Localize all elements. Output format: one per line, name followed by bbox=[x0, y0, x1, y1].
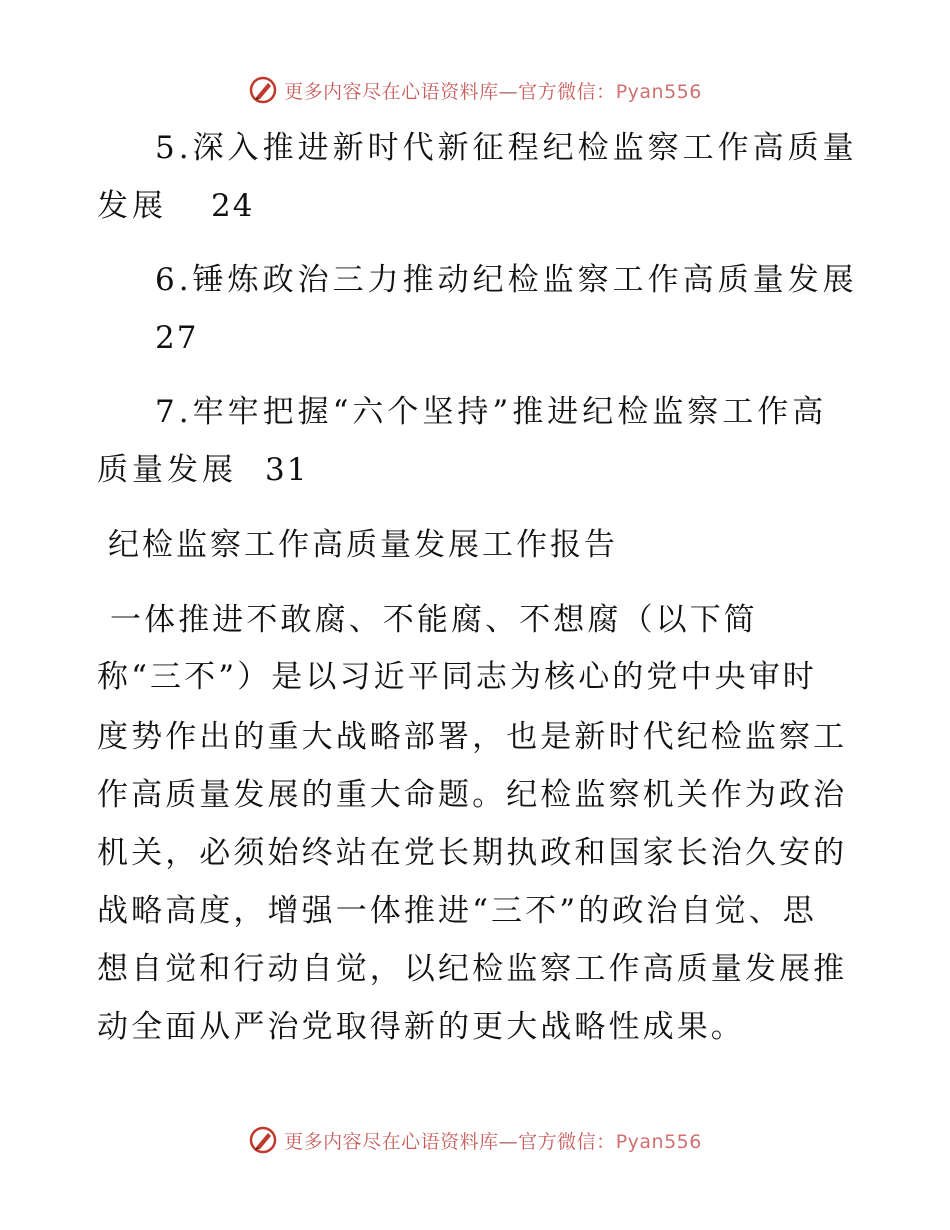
toc-entry-6-page: 27 bbox=[155, 320, 199, 356]
toc-entry-7-page: 31 bbox=[265, 452, 309, 488]
watermark-text: 更多内容尽在心语资料库—官方微信：Pyan556 bbox=[284, 80, 702, 103]
toc-entry-5-page: 24 bbox=[211, 188, 255, 224]
footer-watermark bbox=[0, 1120, 950, 1160]
watermark-text: 更多内容尽在心语资料库—官方微信：Pyan556 bbox=[284, 1130, 702, 1153]
toc-entry-7-line2 bbox=[97, 450, 308, 490]
toc-entry-5-title-end: 发展 bbox=[97, 188, 167, 224]
paragraph-line-6: 战略高度，增强一体推进“三不”的政治自觉、思 bbox=[97, 893, 817, 929]
toc-entry-7-title-end: 质量发展 bbox=[97, 452, 237, 488]
pen-logo-icon bbox=[248, 1125, 278, 1155]
pen-logo-icon bbox=[248, 75, 278, 105]
paragraph-line-3: 度势作出的重大战略部署，也是新时代纪检监察工 bbox=[97, 719, 848, 755]
paragraph-line-2: 称“三不”）是以习近平同志为核心的党中央审时 bbox=[97, 659, 817, 695]
paragraph-line-1: 一体推进不敢腐、不能腐、不想腐（以下简 bbox=[110, 602, 758, 638]
paragraph-line-5: 机关，必须始终站在党长期执政和国家长治久安的 bbox=[97, 835, 848, 871]
paragraph-line-7: 想自觉和行动自觉，以纪检监察工作高质量发展推 bbox=[97, 951, 848, 987]
toc-entry-6-line1: 6.锤炼政治三力推动纪检监察工作高质量发展 bbox=[155, 262, 858, 298]
header-watermark bbox=[0, 70, 950, 110]
toc-entry-5-line1: 5.深入推进新时代新征程纪检监察工作高质量 bbox=[155, 130, 858, 166]
paragraph-line-4: 作高质量发展的重大命题。纪检监察机关作为政治 bbox=[97, 777, 848, 813]
toc-entry-7-line1: 7.牢牢把握“六个坚持”推进纪检监察工作高 bbox=[155, 394, 828, 430]
paragraph-line-8: 动全面从严治党取得新的更大战略性成果。 bbox=[97, 1009, 745, 1045]
article-title: 纪检监察工作高质量发展工作报告 bbox=[108, 527, 618, 563]
toc-entry-5-line2 bbox=[97, 186, 254, 226]
